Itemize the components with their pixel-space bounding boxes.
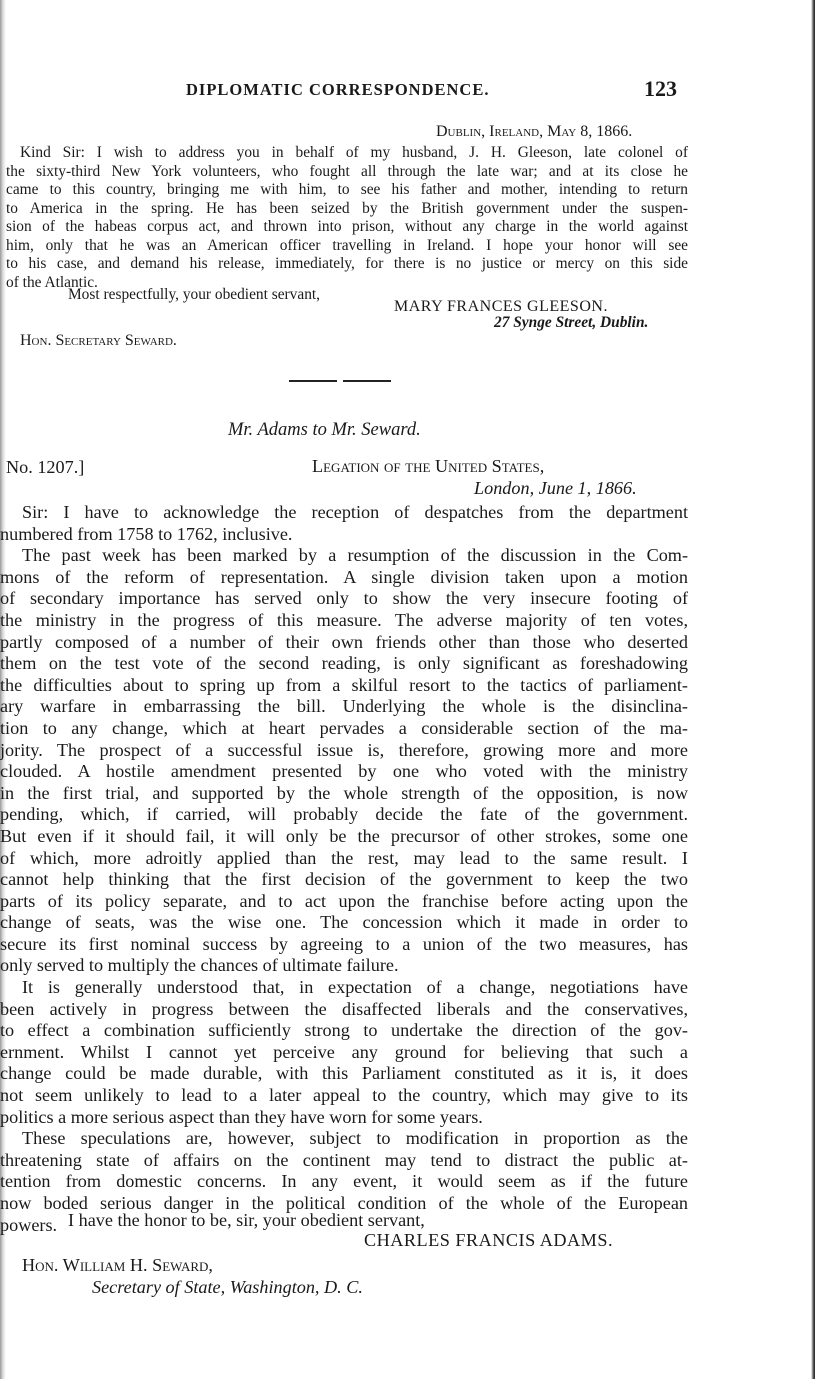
running-head (0, 76, 815, 106)
letter1-dateline: Dublin, Ireland, May 8, 1866. (436, 123, 633, 140)
paragraph-line: numbered from 1758 to 1762, inclusive. (0, 523, 293, 544)
paragraph-line: clouded. A hostile amendment presented by one who voted with the ministry (0, 761, 688, 782)
paragraph-line: them on the test vote of the second reading, is only significant as foreshadowing (0, 653, 688, 674)
paragraph-line: partly composed of a number of their own friends other than those who deserted (0, 631, 688, 652)
paragraph-line: mons of the reform of representation. A single division taken upon a motion (0, 566, 688, 587)
paragraph-line: It is generally understood that, in expectation of a change, negotiations have (22, 977, 688, 998)
despatch-number: No. 1207.] (6, 457, 85, 477)
place-date: London, June 1, 1866. (474, 478, 637, 498)
paragraph-line: The past week has been marked by a resumption of the discussion in the Com- (22, 545, 688, 566)
paragraph-line: of secondary importance has served only to show the very insecure footing of (0, 588, 688, 609)
paragraph-line: cannot help thinking that the first decision of the government to keep the two (0, 869, 688, 890)
letter2-closing: I have the honor to be, sir, your obedient servant, (68, 1210, 425, 1230)
paragraph-line: to effect a combination sufficiently strong to undertake the direction of the gov- (0, 1020, 688, 1041)
letter1-line: the sixty-third New York volunteers, who fought all through the late war; and at its close he (6, 162, 688, 180)
paragraph-line: ary warfare in embarrassing the bill. Underlying the whole is the disinclina- (0, 696, 688, 717)
paragraph-line: secure its first nominal success by agreeing to a union of the two measures, has (0, 933, 688, 954)
letter1-closing: Most respectfully, your obedient servant, (68, 286, 321, 303)
letter1-line: of the Atlantic. (6, 273, 98, 291)
paragraph-line: These speculations are, however, subject to modification in proportion as the (22, 1128, 688, 1149)
letter1-address: 27 Synge Street, Dublin. (494, 314, 649, 331)
letter1-line: sion of the habeas corpus act, and thrown into prison, without any charge in the world against (6, 218, 688, 235)
paragraph-line: not seem unlikely to lead to a later appeal to the country, which may give to its (0, 1085, 688, 1106)
paragraph-line: change could be made durable, with this Parliament constituted as it is, it does (0, 1063, 688, 1084)
paragraph-line: ernment. Whilst I cannot yet perceive any ground for believing that such a (0, 1041, 688, 1062)
paragraph-line: of which, more adroitly applied than the rest, may lead to the same result. I (0, 847, 688, 868)
letter1-line: Kind Sir: I wish to address you in behalf of my husband, J. H. Gleeson, late colonel of (20, 144, 688, 161)
paragraph-line: the difficulties about to spring up from a skilful resort to the tactics of parliament- (0, 674, 688, 695)
page-edge-shadow (811, 0, 815, 1379)
paragraph-line: tention from domestic concerns. In any event, it would seem as if the future (0, 1171, 688, 1192)
paragraph-line: been actively in progress between the disaffected liberals and the conservatives, (0, 998, 688, 1019)
paragraph-line: tion to any change, which at heart pervades a considerable section of the ma- (0, 717, 688, 738)
letter1-line: came to this country, bringing me with him, to see his father and mother, intending to return (6, 181, 688, 198)
paragraph-line: in the first trial, and supported by the whole strength of the opposition, is now (0, 782, 688, 803)
letter2-signature: CHARLES FRANCIS ADAMS. (364, 1230, 614, 1250)
paragraph-line: jority. The prospect of a successful issue is, therefore, growing more and more (0, 739, 688, 760)
paragraph-line: pending, which, if carried, will probably decide the fate of the government. (0, 804, 688, 825)
letter2-addressee-title: Secretary of State, Washington, D. C. (92, 1277, 363, 1297)
letter1-line: to America in the spring. He has been seized by the British government under the suspen- (6, 199, 688, 217)
paragraph-line: politics a more serious aspect than they have worn for some years. (0, 1106, 483, 1127)
letter2-heading: Mr. Adams to Mr. Seward. (228, 420, 421, 440)
paragraph-line: the ministry in the progress of this measure. The adverse majority of ten votes, (0, 609, 688, 630)
letter1-addressee: Hon. Secretary Seward. (20, 332, 177, 349)
paragraph-line: Sir: I have to acknowledge the reception of despatches from the department (22, 502, 688, 522)
page-number: 123 (644, 76, 677, 101)
section-divider-left (289, 380, 337, 382)
paragraph-line: only served to multiply the chances of ultimate failure. (0, 955, 399, 976)
letter1-signature: MARY FRANCES GLEESON. (394, 298, 608, 315)
paragraph-line: But even if it should fail, it will only be the precursor of other strokes, some one (0, 825, 688, 846)
running-title: DIPLOMATIC CORRESPONDENCE. (186, 80, 490, 99)
paragraph-line: threatening state of affairs on the continent may tend to distract the public at- (0, 1149, 688, 1170)
paragraph-line: change of seats, was the wise one. The concession which it made in order to (0, 912, 688, 933)
paragraph-line: parts of its policy separate, and to act upon the franchise before acting upon the (0, 890, 688, 911)
legation-line: Legation of the United States, (312, 456, 545, 476)
section-divider-right (343, 380, 391, 382)
letter1-line: to his case, and demand his release, immediately, for there is no justice or mercy on this side (6, 255, 688, 272)
letter2-addressee-name: Hon. William H. Seward, (22, 1255, 213, 1275)
letter1-line: him, only that he was an American officer travelling in Ireland. I hope your honor will see (6, 236, 688, 254)
letter1-body (6, 144, 688, 292)
letter2-body (0, 502, 688, 1236)
paragraph-line: now boded serious danger in the political condition of the whole of the European (0, 1193, 688, 1213)
paragraph-line: powers. (0, 1214, 58, 1235)
